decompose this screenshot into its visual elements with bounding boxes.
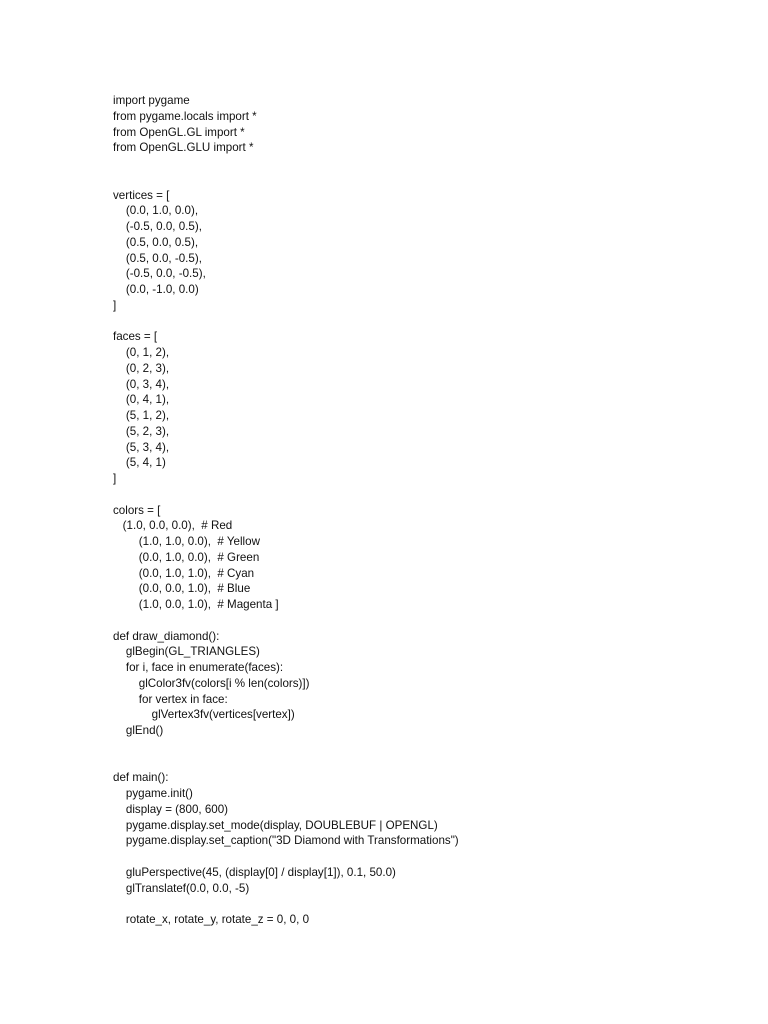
code-line: (0, 1, 2), bbox=[113, 346, 170, 359]
code-line: (-0.5, 0.0, 0.5), bbox=[113, 220, 202, 233]
code-line: (0.0, -1.0, 0.0) bbox=[113, 283, 199, 296]
code-line: (5, 4, 1) bbox=[113, 456, 166, 470]
code-line: (0.5, 0.0, 0.5), bbox=[113, 235, 199, 249]
code-line: (0.0, 0.0, 1.0), # Blue bbox=[113, 582, 251, 596]
code-line: (5, 1, 2), bbox=[113, 409, 170, 422]
code-line: from OpenGL.GL import * bbox=[113, 125, 245, 139]
code-line: pygame.display.set_caption("3D Diamond with Transformations") bbox=[113, 834, 459, 848]
code-line: from OpenGL.GLU import * bbox=[113, 141, 254, 155]
code-line: from pygame.locals import * bbox=[113, 109, 257, 123]
code-line: for vertex in face: bbox=[113, 692, 228, 706]
code-line: pygame.init() bbox=[113, 787, 193, 800]
code-line bbox=[113, 156, 459, 172]
code-line: ] bbox=[113, 472, 117, 485]
code-line: ] bbox=[113, 298, 117, 312]
code-line bbox=[113, 755, 459, 771]
code-line: (5, 2, 3), bbox=[113, 424, 170, 438]
code-line: def draw_diamond(): bbox=[113, 629, 220, 643]
code-line: (0.0, 1.0, 0.0), bbox=[113, 204, 199, 218]
code-line: faces = [ bbox=[113, 330, 158, 344]
code-line: (0.0, 1.0, 0.0), # Green bbox=[113, 550, 260, 564]
code-line: (0, 2, 3), bbox=[113, 361, 170, 375]
code-line: rotate_x, rotate_y, rotate_z = 0, 0, 0 bbox=[113, 913, 310, 926]
code-line bbox=[113, 849, 459, 865]
code-line bbox=[113, 896, 459, 912]
code-line bbox=[113, 739, 459, 755]
code-line: gluPerspective(45, (display[0] / display[1]), 0.1, 50.0) bbox=[113, 865, 396, 879]
code-line: glTranslatef(0.0, 0.0, -5) bbox=[113, 881, 250, 895]
code-line: (-0.5, 0.0, -0.5), bbox=[113, 267, 206, 281]
code-line bbox=[113, 314, 459, 330]
code-line: glColor3fv(colors[i % len(colors)]) bbox=[113, 676, 310, 690]
code-line: (0.0, 1.0, 1.0), # Cyan bbox=[113, 566, 255, 580]
code-line: for i, face in enumerate(faces): bbox=[113, 661, 284, 674]
code-line: (0, 4, 1), bbox=[113, 393, 170, 407]
code-text-block bbox=[113, 93, 459, 928]
code-line: pygame.display.set_mode(display, DOUBLEBUF | OPENGL) bbox=[113, 818, 438, 832]
code-line: display = (800, 600) bbox=[113, 802, 229, 816]
code-line: vertices = [ bbox=[113, 188, 170, 202]
code-line: glVertex3fv(vertices[vertex]) bbox=[113, 708, 295, 722]
code-line: (0.5, 0.0, -0.5), bbox=[113, 251, 202, 265]
code-line bbox=[113, 613, 459, 629]
code-line: colors = [ bbox=[113, 503, 161, 517]
code-line: glBegin(GL_TRIANGLES) bbox=[113, 645, 260, 659]
code-line: glEnd() bbox=[113, 724, 164, 737]
code-line: (1.0, 0.0, 0.0), # Red bbox=[113, 519, 233, 533]
code-line: (1.0, 1.0, 0.0), # Yellow bbox=[113, 535, 260, 548]
code-line: def main(): bbox=[113, 771, 169, 785]
code-line: (5, 3, 4), bbox=[113, 440, 170, 454]
code-line: (0, 3, 4), bbox=[113, 377, 170, 391]
code-line: import pygame bbox=[113, 94, 190, 107]
code-line bbox=[113, 487, 459, 503]
code-line bbox=[113, 172, 459, 188]
code-line: (1.0, 0.0, 1.0), # Magenta ] bbox=[113, 598, 279, 611]
